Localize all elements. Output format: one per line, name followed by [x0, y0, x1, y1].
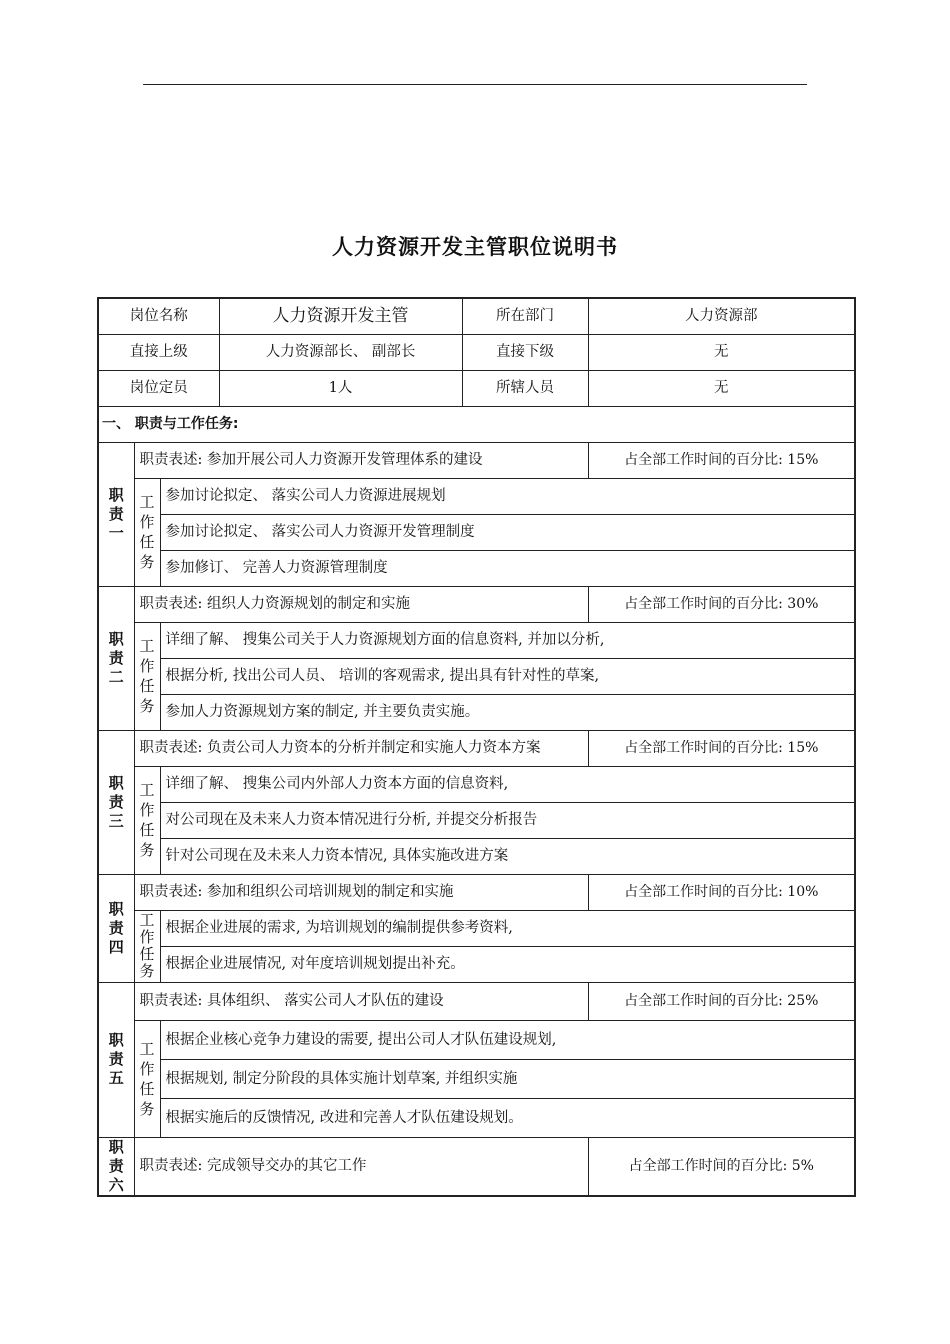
- task-row: [98, 838, 855, 874]
- subordinate-label: 直接下级: [462, 334, 588, 370]
- subordinate-value: 无: [588, 334, 855, 370]
- duty-percentage: 占全部工作时间的百分比: 25%: [588, 982, 855, 1020]
- duty-percentage: 占全部工作时间的百分比: 5%: [588, 1137, 855, 1196]
- task-label: 工 作 任 务: [134, 1020, 160, 1137]
- duty-description: 职责表述: 负责公司人力资本的分析并制定和实施人力资本方案: [134, 730, 588, 766]
- duty-description: 职责表述: 参加开展公司人力资源开发管理体系的建设: [134, 442, 588, 478]
- task-row: [98, 514, 855, 550]
- headcount-label: 岗位定员: [98, 370, 219, 406]
- task-item: 针对公司现在及未来人力资本情况, 具体实施改进方案: [160, 838, 855, 874]
- job-description-table: [97, 297, 856, 1197]
- duty-row: [98, 586, 855, 622]
- position-label: 岗位名称: [98, 298, 219, 334]
- task-item: 详细了解、 搜集公司内外部人力资本方面的信息资料,: [160, 766, 855, 802]
- task-item: 参加讨论拟定、 落实公司人力资源进展规划: [160, 478, 855, 514]
- duty-name: 职 责 一: [98, 442, 134, 586]
- duty-percentage: 占全部工作时间的百分比: 15%: [588, 442, 855, 478]
- task-row: [98, 1020, 855, 1059]
- task-row: [98, 550, 855, 586]
- info-row: [98, 370, 855, 406]
- task-row: [98, 622, 855, 658]
- task-label: 工 作 任 务: [134, 766, 160, 874]
- task-label: 工 作 任 务: [134, 478, 160, 586]
- header-rule: [143, 84, 807, 85]
- headcount-value: 1人: [219, 370, 462, 406]
- task-item: 对公司现在及未来人力资本情况进行分析, 并提交分析报告: [160, 802, 855, 838]
- document-title: 人力资源开发主管职位说明书: [332, 235, 618, 259]
- task-row: [98, 694, 855, 730]
- duty-name: 职 责 四: [98, 874, 134, 982]
- duty-name: 职 责 六: [98, 1137, 134, 1196]
- task-item: 根据规划, 制定分阶段的具体实施计划草案, 并组织实施: [160, 1059, 855, 1098]
- duty-name: 职 责 五: [98, 982, 134, 1137]
- task-row: [98, 1059, 855, 1098]
- dept-value: 人力资源部: [588, 298, 855, 334]
- task-row: [98, 946, 855, 982]
- info-row: [98, 298, 855, 334]
- duty-description: 职责表述: 参加和组织公司培训规划的制定和实施: [134, 874, 588, 910]
- task-item: 参加人力资源规划方案的制定, 并主要负责实施。: [160, 694, 855, 730]
- task-item: 参加讨论拟定、 落实公司人力资源开发管理制度: [160, 514, 855, 550]
- duty-percentage: 占全部工作时间的百分比: 15%: [588, 730, 855, 766]
- superior-label: 直接上级: [98, 334, 219, 370]
- duty-row: [98, 874, 855, 910]
- task-item: 根据实施后的反馈情况, 改进和完善人才队伍建设规划。: [160, 1098, 855, 1137]
- task-item: 根据企业进展情况, 对年度培训规划提出补充。: [160, 946, 855, 982]
- task-item: 根据企业核心竞争力建设的需要, 提出公司人才队伍建设规划,: [160, 1020, 855, 1059]
- dept-label: 所在部门: [462, 298, 588, 334]
- task-item: 详细了解、 搜集公司关于人力资源规划方面的信息资料, 并加以分析,: [160, 622, 855, 658]
- duty-description: 职责表述: 组织人力资源规划的制定和实施: [134, 586, 588, 622]
- section-row: [98, 406, 855, 442]
- task-item: 根据分析, 找出公司人员、 培训的客观需求, 提出具有针对性的草案,: [160, 658, 855, 694]
- duty-name: 职 责 二: [98, 586, 134, 730]
- task-item: 根据企业进展的需求, 为培训规划的编制提供参考资料,: [160, 910, 855, 946]
- position-value: 人力资源开发主管: [219, 298, 462, 334]
- task-row: [98, 478, 855, 514]
- duty-percentage: 占全部工作时间的百分比: 30%: [588, 586, 855, 622]
- duty-row: [98, 982, 855, 1020]
- task-row: [98, 766, 855, 802]
- duty-row: [98, 730, 855, 766]
- task-row: [98, 910, 855, 946]
- duty-row: [98, 442, 855, 478]
- task-label: 工 作 任 务: [134, 622, 160, 730]
- duty-description: 职责表述: 具体组织、 落实公司人才队伍的建设: [134, 982, 588, 1020]
- section-title: 一、 职责与工作任务:: [98, 406, 855, 442]
- task-item: 参加修订、 完善人力资源管理制度: [160, 550, 855, 586]
- task-label: 工 作 任 务: [134, 910, 160, 982]
- duty-description: 职责表述: 完成领导交办的其它工作: [134, 1137, 588, 1196]
- duty-name: 职 责 三: [98, 730, 134, 874]
- managed-value: 无: [588, 370, 855, 406]
- task-row: [98, 802, 855, 838]
- duty-percentage: 占全部工作时间的百分比: 10%: [588, 874, 855, 910]
- task-row: [98, 658, 855, 694]
- task-row: [98, 1098, 855, 1137]
- superior-value: 人力资源部长、 副部长: [219, 334, 462, 370]
- managed-label: 所辖人员: [462, 370, 588, 406]
- duty-row: [98, 1137, 855, 1196]
- info-row: [98, 334, 855, 370]
